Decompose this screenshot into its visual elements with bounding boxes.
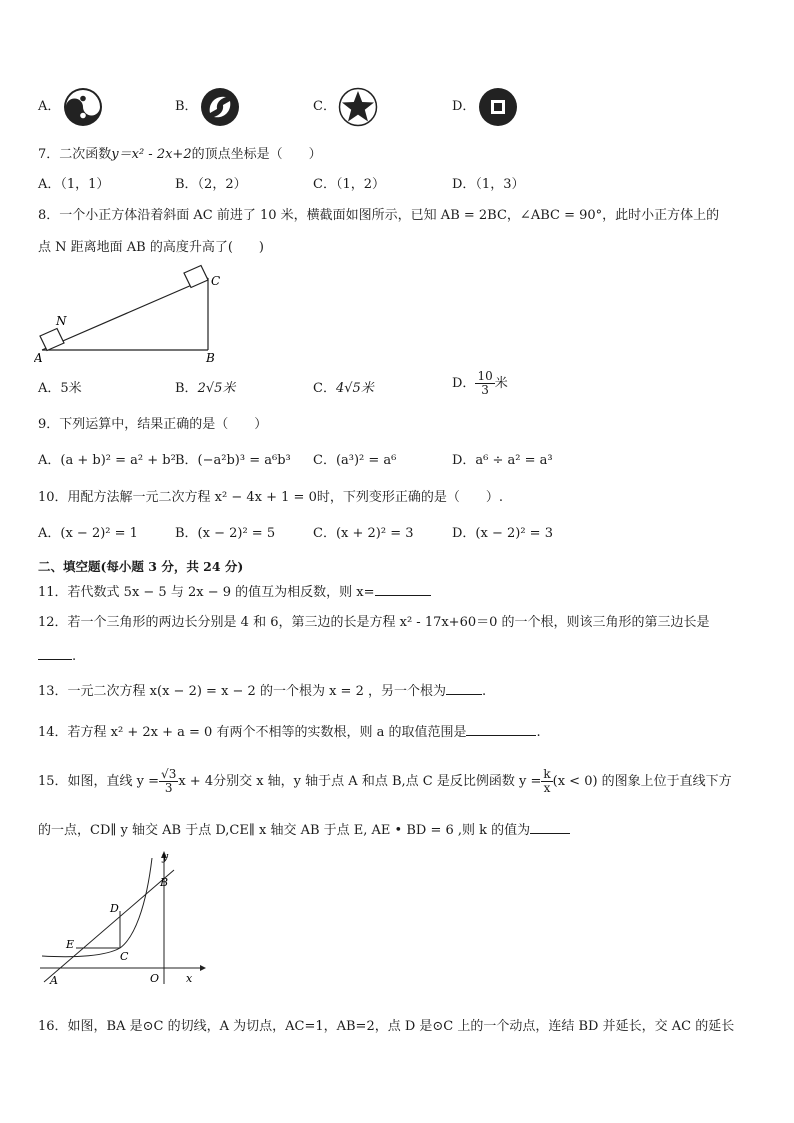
q7-prefix: 7．二次函数 (38, 147, 112, 162)
q13-stem (38, 682, 486, 701)
option-letter: D． (452, 376, 476, 391)
answer-blank[interactable] (38, 647, 72, 660)
label-d: D (110, 902, 119, 915)
star-emblem-icon (338, 87, 378, 127)
label-a: A (50, 974, 58, 987)
q10-option-c[interactable]: C．(x + 2)² = 3 (313, 526, 414, 541)
label-y: y (162, 850, 169, 863)
fraction-denominator: 3 (481, 383, 489, 397)
label-b: B (206, 351, 215, 365)
q7-stem (38, 146, 322, 164)
option-letter: D． (452, 99, 476, 114)
q7-option-b[interactable]: B．（2，2） (175, 177, 247, 192)
q8-option-d[interactable] (452, 370, 508, 397)
q12-stem-line2 (38, 647, 76, 666)
q11-text: 11．若代数式 5x − 5 与 2x − 9 的值互为相反数，则 x= (38, 585, 375, 600)
fraction (159, 768, 178, 795)
q14-stem (38, 723, 541, 742)
q11-stem (38, 583, 431, 602)
label-b: B (160, 876, 169, 889)
q15-mid: x + 4分别交 x 轴，y 轴于点 A 和点 B,点 C 是反比例函数 y = (178, 774, 542, 789)
q15-graph-figure (36, 848, 206, 988)
label-c: C (211, 274, 221, 288)
fraction-numerator: 10 (477, 369, 493, 383)
option-letter: B． (175, 381, 198, 396)
yin-yang-icon (63, 87, 103, 127)
q9-option-b[interactable]: B．(−a²b)³ = a⁶b³ (175, 453, 291, 468)
q8-stem-line1: 8．一个小正方体沿着斜面 AC 前进了 10 米，横截面如图所示，已知 AB = 2BC，∠ABC = 90°，此时小正方体上的 (38, 208, 720, 223)
option-letter: C． (313, 99, 336, 114)
q8-option-b[interactable] (175, 380, 235, 398)
fraction-numerator: k (543, 767, 551, 781)
option-value: 4√5米 (335, 381, 374, 396)
q7-option-c[interactable]: C．（1，2） (313, 177, 385, 192)
q13-text: 13．一元二次方程 x(x − 2) = x − 2 的一个根为 x = 2 ，另一个根为 (38, 684, 446, 699)
option-letter: C． (313, 381, 336, 396)
q10-option-b[interactable]: B．(x − 2)² = 5 (175, 526, 276, 541)
q15-suffix: (x < 0) 的图象上位于直线下方 (552, 774, 732, 789)
q12-tail: . (72, 649, 77, 664)
label-c: C (120, 950, 129, 963)
q7-expr: y＝x² - 2x+2 (111, 147, 192, 162)
q7-option-a[interactable]: A．（1，1） (38, 177, 110, 192)
fraction (541, 768, 552, 795)
label-n: N (56, 314, 67, 328)
q8-slope-figure (34, 264, 234, 368)
option-value: 2√5米 (197, 381, 236, 396)
square-in-circle-icon (478, 87, 518, 127)
q14-text: 14．若方程 x² + 2x + a = 0 有两个不相等的实数根，则 a 的取值范围是 (38, 725, 467, 740)
q6-option-d[interactable] (452, 98, 475, 116)
answer-blank[interactable] (530, 821, 570, 834)
q14-tail: . (536, 725, 541, 740)
q9-option-d[interactable]: D．a⁶ ÷ a² = a³ (452, 453, 553, 468)
label-e: E (66, 938, 75, 951)
q8-option-c[interactable] (313, 380, 374, 398)
q15-line2-text: 的一点，CD∥ y 轴交 AB 于点 D,CE∥ x 轴交 AB 于点 E, AE • BD = 6 ,则 k 的值为 (38, 823, 531, 838)
fraction-denominator: 3 (164, 781, 173, 795)
q16-stem: 16．如图，BA 是⊙C 的切线，A 为切点，AC=1，AB=2，点 D 是⊙C 上的一个动点，连结 BD 并延长，交 AC 的延长 (38, 1019, 735, 1034)
q13-tail: . (481, 684, 487, 699)
q8-stem-line2: 点 N 距离地面 AB 的高度升高了( ) (38, 240, 264, 255)
answer-blank[interactable] (466, 723, 536, 736)
q7-option-d[interactable]: D．（1，3） (452, 177, 525, 192)
section-2-title: 二、填空题(每小题 3 分，共 24 分) (38, 559, 244, 574)
answer-blank[interactable] (446, 682, 482, 695)
fraction-denominator: x (543, 781, 551, 795)
answer-blank[interactable] (375, 583, 431, 596)
q9-option-a[interactable]: A．(a + b)² = a² + b² (38, 453, 176, 468)
q10-option-d[interactable]: D．(x − 2)² = 3 (452, 526, 553, 541)
q10-option-a[interactable]: A．(x − 2)² = 1 (38, 526, 138, 541)
option-letter: B． (175, 99, 198, 114)
label-o: O (150, 972, 160, 985)
fraction (475, 370, 494, 397)
q8-option-a[interactable]: A．5米 (38, 381, 82, 396)
q6-option-a[interactable] (38, 98, 60, 116)
option-letter: A． (38, 99, 61, 114)
q15-stem-line2 (38, 821, 570, 840)
option-unit: 米 (494, 376, 508, 391)
label-a: A (34, 351, 43, 365)
q9-stem: 9．下列运算中，结果正确的是（ ） (38, 417, 268, 432)
q15-prefix: 15．如图，直线 y = (38, 774, 160, 789)
q9-option-c[interactable]: C．(a³)² = a⁶ (313, 453, 397, 468)
q7-suffix: 的顶点坐标是（ ） (191, 147, 322, 162)
q6-option-c[interactable] (313, 98, 336, 116)
q6-option-b[interactable] (175, 98, 198, 116)
q15-stem-line1 (38, 764, 732, 800)
swirl-emblem-icon (200, 87, 240, 127)
label-x: x (186, 972, 193, 985)
q12-stem-line1: 12．若一个三角形的两边长分别是 4 和 6，第三边的长是方程 x² - 17x+60＝0 的一个根，则该三角形的第三边长是 (38, 615, 710, 630)
q10-stem: 10．用配方法解一元二次方程 x² − 4x + 1 = 0时，下列变形正确的是（ ）. (38, 490, 503, 505)
fraction-numerator: √3 (161, 767, 177, 781)
